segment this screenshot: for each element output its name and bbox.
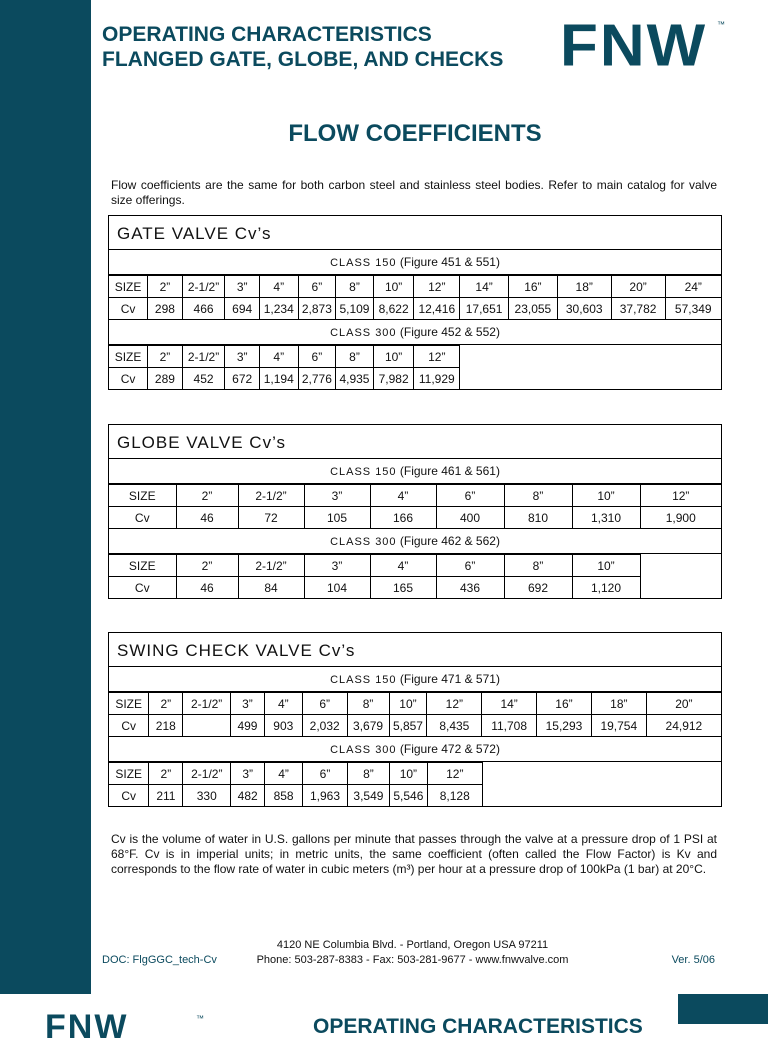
- gate-valve-heading: GATE VALVE Cv’s: [109, 216, 721, 250]
- empty-cell: [460, 368, 721, 390]
- value-cell: 2,873: [298, 298, 336, 320]
- value-cell: 20”: [646, 693, 721, 715]
- footer-contact: Phone: 503-287-8383 - Fax: 503-281-9677 - www.fnwvalve.com: [256, 954, 569, 966]
- size-row: [109, 485, 721, 507]
- value-cell: 7,982: [373, 368, 414, 390]
- value-cell: 12”: [640, 485, 721, 507]
- footer-address: [240, 938, 585, 968]
- value-cell: 400: [436, 507, 504, 529]
- value-cell: 466: [182, 298, 225, 320]
- value-cell: 2-1/2”: [183, 693, 231, 715]
- value-cell: 6”: [436, 555, 504, 577]
- row-label-cell: SIZE: [109, 693, 149, 715]
- value-cell: 165: [370, 577, 436, 599]
- value-cell: 4”: [264, 693, 302, 715]
- next-page-title: OPERATING CHARACTERISTICS: [313, 1015, 643, 1038]
- document-id: DOC: FlgGGC_tech-Cv: [102, 954, 217, 966]
- value-cell: 6”: [303, 763, 348, 785]
- value-cell: 14”: [460, 276, 509, 298]
- value-cell: 2-1/2”: [238, 485, 304, 507]
- value-cell: 15,293: [537, 715, 592, 737]
- class-name: CLASS 150: [330, 257, 397, 269]
- row-label-cell: SIZE: [109, 346, 148, 368]
- value-cell: 5,109: [336, 298, 374, 320]
- value-cell: 84: [238, 577, 304, 599]
- value-cell: 4”: [370, 555, 436, 577]
- value-cell: 4”: [370, 485, 436, 507]
- row-label-cell: Cv: [109, 507, 176, 529]
- value-cell: 5,546: [389, 785, 427, 807]
- globe-class-300-label: [109, 529, 721, 554]
- value-cell: 3”: [231, 693, 265, 715]
- row-label-cell: SIZE: [109, 555, 176, 577]
- value-cell: 12”: [414, 346, 460, 368]
- row-label-cell: Cv: [109, 298, 148, 320]
- header-line-1: OPERATING CHARACTERISTICS: [102, 23, 432, 46]
- empty-cell: [640, 555, 721, 577]
- header-line-2: FLANGED GATE, GLOBE, AND CHECKS: [102, 48, 504, 71]
- value-cell: 8”: [347, 763, 389, 785]
- row-label-cell: Cv: [109, 785, 149, 807]
- value-cell: 452: [182, 368, 225, 390]
- cv-row: [109, 298, 721, 320]
- value-cell: 30,603: [557, 298, 611, 320]
- next-page-logo: FNW: [45, 1008, 129, 1046]
- value-cell: 3,549: [347, 785, 389, 807]
- value-cell: 810: [504, 507, 572, 529]
- size-row: [109, 346, 721, 368]
- value-cell: 10”: [572, 555, 640, 577]
- figure-ref: (Figure 471 & 571): [396, 672, 500, 686]
- value-cell: 8,435: [427, 715, 482, 737]
- class-name: CLASS 150: [330, 674, 397, 686]
- value-cell: 6”: [298, 346, 336, 368]
- size-row: [109, 276, 721, 298]
- value-cell: 8”: [504, 555, 572, 577]
- value-cell: 72: [238, 507, 304, 529]
- value-cell: 2”: [149, 693, 183, 715]
- size-row: [109, 693, 721, 715]
- cv-row: [109, 368, 721, 390]
- value-cell: 3”: [225, 346, 260, 368]
- class-name: CLASS 300: [330, 744, 397, 756]
- cv-row: [109, 785, 721, 807]
- globe-valve-heading: GLOBE VALVE Cv’s: [109, 425, 721, 459]
- value-cell: 8”: [336, 276, 374, 298]
- swing-class-300-table: [109, 762, 721, 806]
- value-cell: 1,194: [259, 368, 298, 390]
- figure-ref: (Figure 452 & 552): [396, 325, 500, 339]
- footer-street: 4120 NE Columbia Blvd. - Portland, Oregon USA 97211: [276, 939, 549, 951]
- value-cell: 2-1/2”: [238, 555, 304, 577]
- value-cell: 2,776: [298, 368, 336, 390]
- value-cell: 37,782: [611, 298, 665, 320]
- value-cell: 19,754: [591, 715, 646, 737]
- value-cell: 2-1/2”: [183, 763, 231, 785]
- intro-text: Flow coefficients are the same for both carbon steel and stainless steel bodies. Refer to main catalog for valve size offerings.: [111, 178, 717, 207]
- value-cell: 5,857: [389, 715, 427, 737]
- class-name: CLASS 300: [330, 536, 397, 548]
- value-cell: 104: [304, 577, 370, 599]
- gate-valve-section: [108, 215, 722, 390]
- next-page-trademark: ™: [196, 1014, 204, 1023]
- value-cell: 2-1/2”: [182, 346, 225, 368]
- logo-trademark: ™: [717, 20, 725, 29]
- value-cell: 2”: [176, 485, 238, 507]
- value-cell: 46: [176, 507, 238, 529]
- value-cell: 1,310: [572, 507, 640, 529]
- gate-class-150-table: [109, 275, 721, 320]
- value-cell: 11,929: [414, 368, 460, 390]
- value-cell: 4”: [265, 763, 303, 785]
- value-cell: 8,128: [427, 785, 482, 807]
- cv-definition-note: Cv is the volume of water in U.S. gallons per minute that passes through the valve at a pressure drop of 1 PSI at 68°F. Cv is in imperial units; in metric units, the same coefficient (often called the Flow Factor) is Kv and corresponds to the flow rate of water in cubic meters (m³) per hour at a pressure drop of 100kPa (1 bar) at 20°C.: [111, 832, 717, 876]
- globe-class-150-label: [109, 459, 721, 484]
- value-cell: 1,120: [572, 577, 640, 599]
- value-cell: 14”: [482, 693, 537, 715]
- fnw-logo: [560, 13, 725, 79]
- value-cell: 12”: [427, 693, 482, 715]
- value-cell: 8”: [504, 485, 572, 507]
- class-name: CLASS 300: [330, 327, 397, 339]
- value-cell: 4”: [259, 276, 298, 298]
- value-cell: 436: [436, 577, 504, 599]
- value-cell: 8,622: [373, 298, 414, 320]
- sidebar-band: [0, 0, 91, 994]
- value-cell: 11,708: [482, 715, 537, 737]
- value-cell: 10”: [373, 346, 414, 368]
- value-cell: 24”: [665, 276, 721, 298]
- value-cell: 10”: [572, 485, 640, 507]
- value-cell: 2-1/2”: [182, 276, 225, 298]
- class-name: CLASS 150: [330, 466, 397, 478]
- value-cell: 2”: [148, 276, 183, 298]
- row-label-cell: Cv: [109, 577, 176, 599]
- value-cell: 3”: [231, 763, 265, 785]
- empty-cell: [460, 346, 721, 368]
- cv-row: [109, 577, 721, 599]
- value-cell: 8”: [336, 346, 374, 368]
- value-cell: 105: [304, 507, 370, 529]
- value-cell: 3”: [304, 555, 370, 577]
- value-cell: 692: [504, 577, 572, 599]
- gate-class-150-label: [109, 250, 721, 275]
- value-cell: 1,234: [259, 298, 298, 320]
- gate-class-300-label: [109, 320, 721, 345]
- figure-ref: (Figure 461 & 561): [396, 464, 500, 478]
- value-cell: 3”: [304, 485, 370, 507]
- cv-row: [109, 507, 721, 529]
- globe-valve-section: [108, 424, 722, 599]
- swing-check-section: [108, 632, 722, 807]
- empty-cell: [640, 577, 721, 599]
- size-row: [109, 763, 721, 785]
- swing-class-150-table: [109, 692, 721, 737]
- value-cell: 24,912: [646, 715, 721, 737]
- value-cell: 12,416: [414, 298, 460, 320]
- value-cell: 12”: [427, 763, 482, 785]
- value-cell: 4”: [259, 346, 298, 368]
- value-cell: 12”: [414, 276, 460, 298]
- value-cell: 20”: [611, 276, 665, 298]
- value-cell: 289: [148, 368, 183, 390]
- value-cell: 16”: [508, 276, 557, 298]
- swing-check-heading: SWING CHECK VALVE Cv’s: [109, 633, 721, 667]
- value-cell: 8”: [347, 693, 389, 715]
- value-cell: 18”: [591, 693, 646, 715]
- row-label-cell: SIZE: [109, 276, 148, 298]
- value-cell: 46: [176, 577, 238, 599]
- figure-ref: (Figure 472 & 572): [396, 742, 500, 756]
- empty-cell: [482, 763, 721, 785]
- value-cell: 23,055: [508, 298, 557, 320]
- value-cell: 6”: [298, 276, 336, 298]
- value-cell: 482: [231, 785, 265, 807]
- figure-ref: (Figure 462 & 562): [396, 534, 500, 548]
- value-cell: 10”: [373, 276, 414, 298]
- value-cell: 4,935: [336, 368, 374, 390]
- row-label-cell: SIZE: [109, 485, 176, 507]
- next-page-band: [678, 994, 768, 1024]
- globe-class-150-table: [109, 484, 721, 529]
- value-cell: 672: [225, 368, 260, 390]
- size-row: [109, 555, 721, 577]
- cv-row: [109, 715, 721, 737]
- value-cell: 2,032: [302, 715, 347, 737]
- value-cell: 6”: [302, 693, 347, 715]
- value-cell: 166: [370, 507, 436, 529]
- value-cell: 1,900: [640, 507, 721, 529]
- row-label-cell: SIZE: [109, 763, 149, 785]
- value-cell: [183, 715, 231, 737]
- value-cell: 903: [264, 715, 302, 737]
- value-cell: 17,651: [460, 298, 509, 320]
- value-cell: 1,963: [303, 785, 348, 807]
- value-cell: 3,679: [347, 715, 389, 737]
- value-cell: 2”: [176, 555, 238, 577]
- version-label: Ver. 5/06: [671, 954, 715, 966]
- row-label-cell: Cv: [109, 368, 148, 390]
- value-cell: 298: [148, 298, 183, 320]
- header-title: [102, 22, 503, 72]
- value-cell: 218: [149, 715, 183, 737]
- value-cell: 57,349: [665, 298, 721, 320]
- value-cell: 694: [225, 298, 260, 320]
- value-cell: 330: [183, 785, 231, 807]
- page-title: FLOW COEFFICIENTS: [288, 120, 542, 147]
- swing-class-300-label: [109, 737, 721, 762]
- empty-cell: [482, 785, 721, 807]
- value-cell: 211: [149, 785, 183, 807]
- value-cell: 2”: [148, 346, 183, 368]
- globe-class-300-table: [109, 554, 721, 598]
- value-cell: 858: [265, 785, 303, 807]
- value-cell: 6”: [436, 485, 504, 507]
- value-cell: 16”: [537, 693, 592, 715]
- value-cell: 10”: [389, 763, 427, 785]
- swing-class-150-label: [109, 667, 721, 692]
- value-cell: 10”: [389, 693, 427, 715]
- row-label-cell: Cv: [109, 715, 149, 737]
- value-cell: 2”: [149, 763, 183, 785]
- logo-text: FNW: [560, 13, 708, 79]
- gate-class-300-table: [109, 345, 721, 389]
- figure-ref: (Figure 451 & 551): [396, 255, 500, 269]
- value-cell: 3”: [225, 276, 260, 298]
- value-cell: 499: [231, 715, 265, 737]
- value-cell: 18”: [557, 276, 611, 298]
